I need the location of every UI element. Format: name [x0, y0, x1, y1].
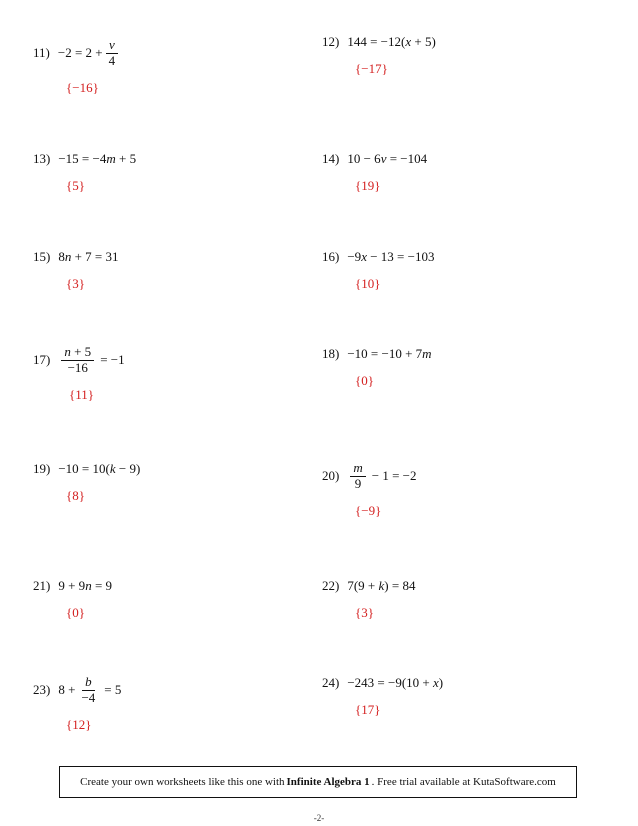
problem-number: 14) [322, 151, 340, 166]
equation-lhs: 8 + [58, 682, 76, 698]
equation: 144 = −12(x + 5) [347, 34, 436, 49]
equation-lhs: −2 = 2 + [57, 45, 103, 61]
fraction-numerator: b [85, 674, 92, 689]
problem-22 [322, 578, 415, 621]
equation-rhs: − 1 = −2 [371, 468, 417, 484]
fraction-denominator: −4 [81, 689, 96, 705]
problem-number: 22) [322, 578, 340, 593]
fraction-numerator: v [108, 37, 115, 52]
answer: {−17} [355, 61, 388, 76]
answer: {−16} [66, 79, 99, 95]
equation: 8n + 7 = 31 [58, 249, 119, 264]
fraction-denominator: 4 [108, 52, 116, 68]
equation-rhs: = 5 [104, 682, 122, 698]
problem-18 [322, 346, 432, 389]
equation: −15 = −4m + 5 [58, 151, 137, 166]
problem-number: 17) [33, 352, 51, 368]
problem-19 [33, 461, 140, 504]
problem-number: 13) [33, 151, 51, 166]
problem-11 [33, 38, 121, 96]
equation: 10 − 6v = −104 [347, 151, 428, 166]
equation-rhs: = −1 [100, 352, 125, 368]
answer: {−9} [355, 502, 382, 518]
answer: {12} [66, 716, 92, 732]
equation: −9x − 13 = −103 [347, 249, 435, 264]
problem-number: 20) [322, 468, 340, 484]
problem-14 [322, 151, 427, 194]
problem-number: 18) [322, 346, 340, 361]
fraction-denominator: −16 [67, 359, 88, 375]
problem-21 [33, 578, 112, 621]
footer-banner [59, 766, 577, 798]
answer: {11} [69, 386, 94, 402]
footer-product-name: Infinite Algebra 1 [286, 776, 370, 788]
problem-number: 11) [33, 45, 50, 61]
fraction-numerator: n + 5 [61, 345, 94, 361]
equation: −243 = −9(10 + x) [347, 675, 444, 690]
problem-20 [322, 461, 419, 519]
problem-number: 19) [33, 461, 51, 476]
equation: −10 = 10(k − 9) [58, 461, 141, 476]
fraction [78, 675, 98, 706]
fraction-numerator: m [353, 460, 363, 475]
answer: {3} [66, 276, 85, 291]
problem-16 [322, 249, 434, 292]
answer: {0} [355, 373, 374, 388]
answer: {3} [355, 605, 374, 620]
problem-23 [33, 675, 124, 733]
problem-number: 12) [322, 34, 340, 49]
equation: −10 = −10 + 7m [347, 346, 432, 361]
problem-13 [33, 151, 136, 194]
answer: {10} [355, 276, 381, 291]
fraction-denominator: 9 [354, 475, 362, 491]
equation: 9 + 9n = 9 [58, 578, 113, 593]
answer: {19} [355, 178, 381, 193]
answer: {0} [66, 605, 85, 620]
equation: 7(9 + k) = 84 [347, 578, 416, 593]
page-number: -2- [313, 813, 325, 823]
problem-number: 23) [33, 682, 51, 698]
problem-17 [33, 345, 128, 403]
footer-trial-text: . Free trial available at KutaSoftware.com [371, 776, 556, 788]
problem-12 [322, 34, 436, 77]
fraction [350, 461, 365, 492]
fraction [106, 38, 119, 69]
problem-number: 24) [322, 675, 340, 690]
problem-15 [33, 249, 119, 292]
problem-number: 16) [322, 249, 340, 264]
answer: {8} [66, 488, 85, 503]
problem-number: 21) [33, 578, 51, 593]
answer: {17} [355, 702, 381, 717]
answer: {5} [66, 178, 85, 193]
problem-number: 15) [33, 249, 51, 264]
problem-24 [322, 675, 443, 718]
fraction [61, 345, 94, 376]
footer-text: Create your own worksheets like this one with [80, 776, 285, 788]
